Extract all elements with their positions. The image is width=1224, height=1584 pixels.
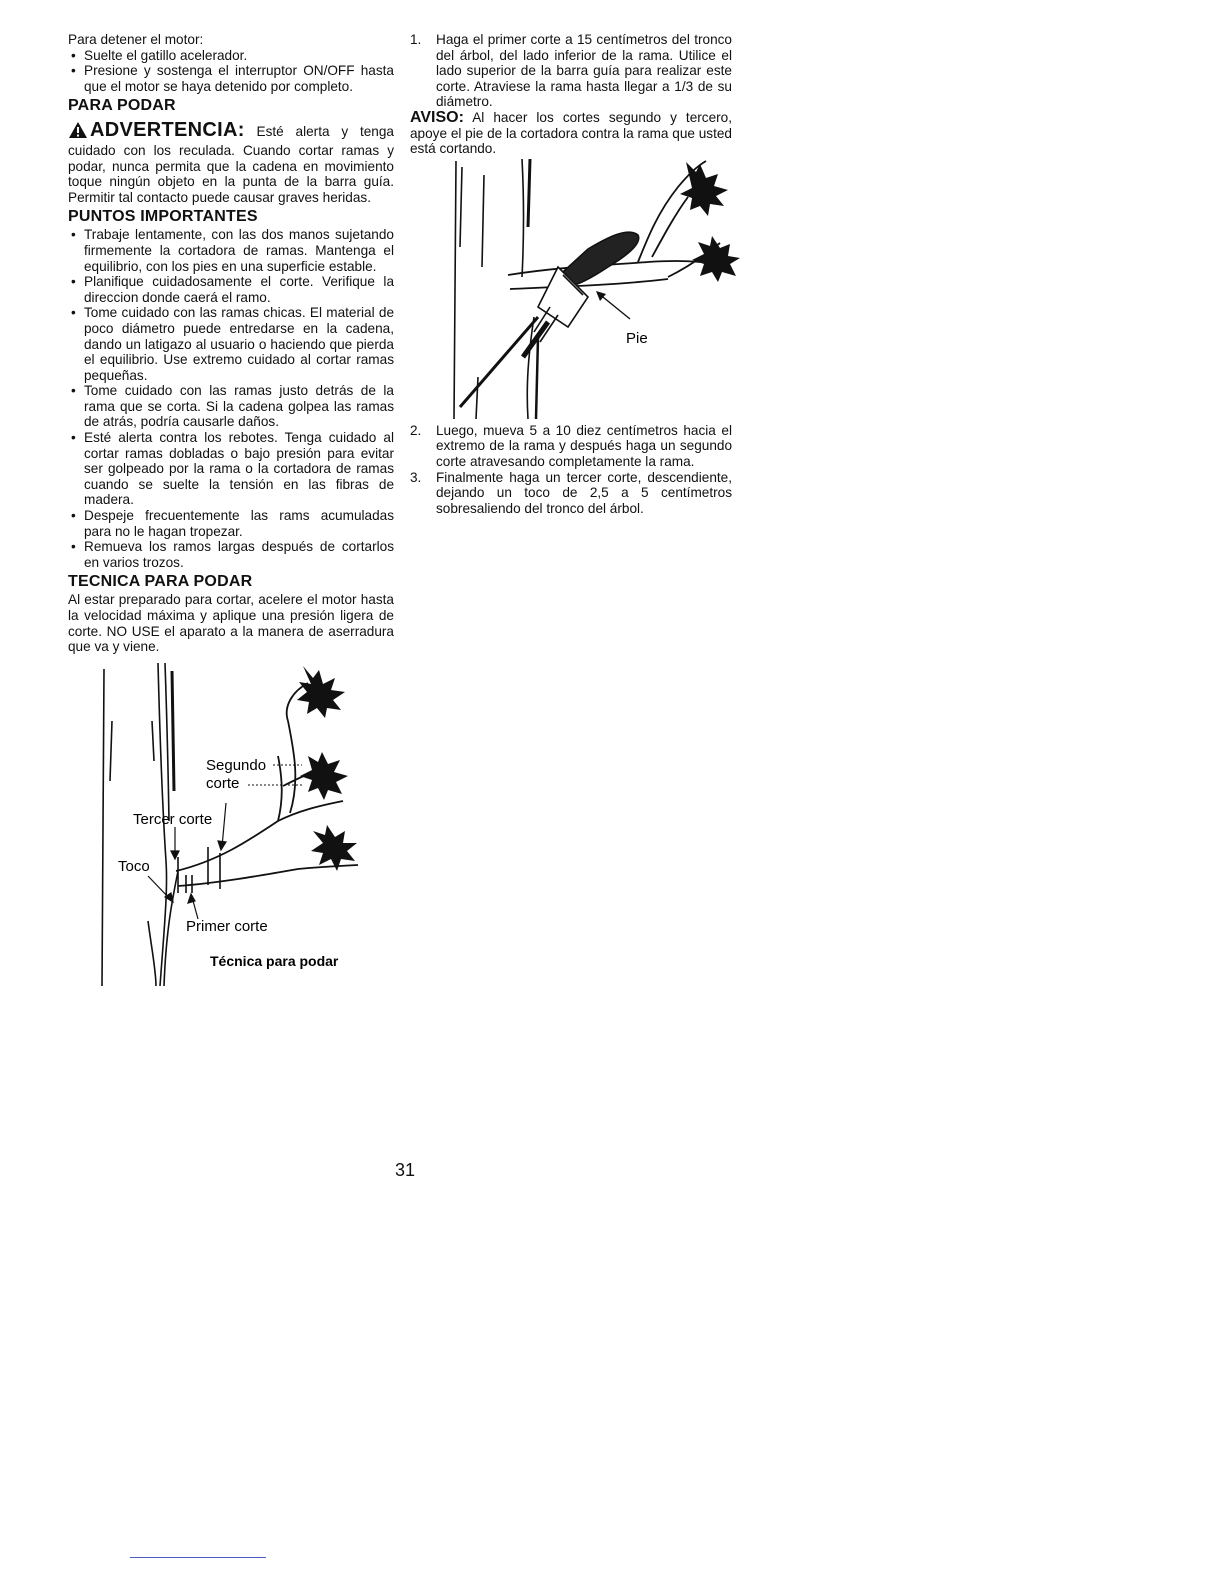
heading-puntos-importantes: PUNTOS IMPORTANTES: [68, 208, 258, 226]
warning-block: [68, 121, 394, 205]
right-column: [410, 32, 732, 516]
steps-list-2: [410, 423, 732, 517]
point-item: • Planifique cuidadosamente el corte. Verifique la direccion donde caerá el ramo.: [68, 274, 394, 305]
aviso-block: [410, 110, 732, 157]
technique-text: Al estar preparado para cortar, acelere el motor hasta la velocidad máxima y aplique una presión ligera de corte. NO USE el aparato a la manera de aserradura que va y viene.: [68, 592, 394, 655]
label-tercer-corte: Tercer corte: [133, 810, 213, 828]
warning-text: Esté alerta y tenga cuidado con los reculada. Cuando cortar ramas y podar, nunca permita que la cadena en movimiento toque ningún objeto en la punta de la barra guía. Permitir tal contacto puede causar graves heridas.: [68, 124, 394, 205]
footer-rule: [130, 1557, 266, 1558]
figure-caption: Técnica para podar: [210, 952, 339, 969]
point-item: • Esté alerta contra los rebotes. Tenga cuidado al cortar ramas dobladas o bajo presión para evitar ser golpeado por la rama o la cortadora de ramas cuando se suelte la tensión en las fibras de madera.: [68, 430, 394, 508]
warning-title: ADVERTENCIA:: [90, 119, 245, 142]
step-item: [410, 32, 732, 110]
point-item: • Trabaje lentamente, con las dos manos sujetando firmemente la cortadora de ramas. Mantenga el equilibrio, con los pies en una superficie estable.: [68, 227, 394, 274]
aviso-text: Al hacer los cortes segundo y tercero, apoye el pie de la cortadora contra la rama que usted está cortando.: [410, 109, 733, 157]
points-list: [68, 227, 394, 570]
warning-triangle-icon: [68, 121, 88, 143]
heading-tecnica-para-podar: TECNICA PARA PODAR: [68, 573, 253, 591]
label-pie: Pie: [626, 329, 648, 347]
point-item: • Tome cuidado con las ramas chicas. El material de poco diámetro puede entredarse en la cadena, dando un latigazo al usuario o haciendo que pierda el equilibrio. Use extremo cuidado al cortar ramas pequeñas.: [68, 305, 394, 383]
point-item: • Tome cuidado con las ramas justo detrás de la rama que se corta. Si la cadena golpea las ramas de atrás, podría causarle daños.: [68, 383, 394, 430]
label-toco: Toco: [118, 857, 150, 875]
stop-intro: Para detener el motor:: [68, 32, 204, 47]
foot-placement-figure: [438, 157, 748, 419]
page-number: 31: [395, 1160, 416, 1180]
step-number: 3.: [410, 469, 422, 485]
step-number: 2.: [410, 422, 422, 438]
label-primer-corte: Primer corte: [186, 917, 268, 935]
step-text: Haga el primer corte a 15 centímetros del tronco del árbol, del lado inferior de la rama. Utilice el lado superior de la barra guía para realizar este corte. Atraviese la rama hasta llegar a 1/3 de su diámetro.: [436, 32, 732, 110]
step-text: Finalmente haga un tercer corte, descendiente, dejando un toco de 2,5 a 5 centímetros sobresaliendo del tronco del árbol.: [436, 469, 732, 516]
step-item: [410, 423, 732, 470]
label-corte: corte: [206, 774, 240, 792]
aviso-title: AVISO:: [410, 108, 464, 126]
step-number: 1.: [410, 32, 422, 47]
step-item: [410, 470, 732, 517]
steps-list-1: [410, 32, 732, 110]
heading-para-podar: PARA PODAR: [68, 97, 176, 115]
step-text: Luego, mueva 5 a 10 diez centímetros hacia el extremo de la rama y después haga un segundo corte atravesando completamente la rama.: [436, 422, 732, 469]
left-column: [68, 32, 394, 991]
point-item: • Despeje frecuentemente las rams acumuladas para no le hagan tropezar.: [68, 508, 394, 539]
stop-list: [68, 48, 394, 95]
pruning-technique-figure: [68, 661, 368, 991]
stop-item: • Presione y sostenga el interruptor ON/OFF hasta que el motor se haya detenido por completo.: [68, 63, 394, 94]
point-item: • Remueva los ramos largas después de cortarlos en varios trozos.: [68, 539, 394, 570]
stop-item: • Suelte el gatillo acelerador.: [68, 48, 394, 64]
label-segundo: Segundo: [206, 756, 267, 774]
